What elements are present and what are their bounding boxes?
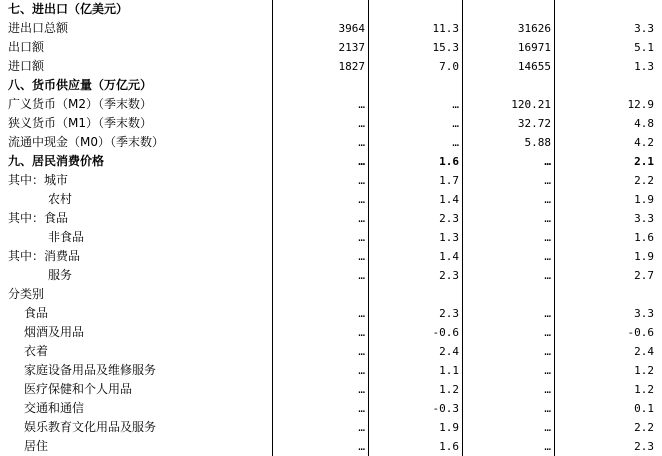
value-cell-col4: 2.2 xyxy=(634,421,654,434)
value-cell-col2: -0.3 xyxy=(432,402,459,415)
table-row xyxy=(0,247,662,266)
table-row xyxy=(0,38,662,57)
table-row xyxy=(0,361,662,380)
value-cell-col2: 1.2 xyxy=(439,383,459,396)
value-cell-col3: … xyxy=(544,231,551,244)
value-cell-col1: … xyxy=(358,174,365,187)
value-cell-col2: 1.1 xyxy=(439,364,459,377)
value-cell-col1: … xyxy=(358,402,365,415)
value-cell-col4: 12.9 xyxy=(627,98,654,111)
row-label: 其中：食品 xyxy=(8,211,69,225)
value-cell-col4: 5.1 xyxy=(634,41,654,54)
value-cell-col2: … xyxy=(452,136,459,149)
value-cell-col1: … xyxy=(358,326,365,339)
value-cell-col2: 1.7 xyxy=(439,174,459,187)
value-cell-col1: … xyxy=(358,212,365,225)
value-cell-col3: … xyxy=(544,364,551,377)
value-cell-col4 xyxy=(554,285,654,304)
row-label: 农村 xyxy=(48,192,73,206)
value-cell-col4: 1.6 xyxy=(634,231,654,244)
table-row xyxy=(0,266,662,285)
value-cell-col3: … xyxy=(544,193,551,206)
value-cell-col4: 2.4 xyxy=(634,345,654,358)
table-row xyxy=(0,418,662,437)
value-cell-col3: 120.21 xyxy=(511,98,551,111)
value-cell-col2 xyxy=(368,285,459,304)
row-label: 家庭设备用品及维修服务 xyxy=(24,363,157,377)
value-cell-col1: … xyxy=(358,307,365,320)
row-label: 出口额 xyxy=(8,40,45,54)
value-cell-col4: 0.1 xyxy=(634,402,654,415)
section-header-row xyxy=(0,152,662,171)
table-row xyxy=(0,380,662,399)
value-cell-col2: 1.6 xyxy=(439,440,459,453)
value-cell-col4: 2.2 xyxy=(634,174,654,187)
section-header-row xyxy=(0,76,662,95)
value-cell-col2: 11.3 xyxy=(432,22,459,35)
value-cell-col1: … xyxy=(358,155,365,168)
row-label: 居住 xyxy=(24,439,49,453)
section-header-row xyxy=(0,0,662,19)
value-cell-col3 xyxy=(462,0,551,19)
value-cell-col1: … xyxy=(358,364,365,377)
value-cell-col3: 31626 xyxy=(517,22,551,35)
value-cell-col3: … xyxy=(544,307,551,320)
row-label: 进口额 xyxy=(8,59,45,73)
value-cell-col4: 3.3 xyxy=(634,212,654,225)
value-cell-col2: 15.3 xyxy=(432,41,459,54)
value-cell-col1: … xyxy=(358,98,365,111)
table-row xyxy=(0,19,662,38)
value-cell-col3: … xyxy=(544,421,551,434)
value-cell-col4: 2.1 xyxy=(634,155,654,168)
value-cell-col1: … xyxy=(358,269,365,282)
value-cell-col3: … xyxy=(544,402,551,415)
value-cell-col4 xyxy=(554,76,654,95)
row-label: 非食品 xyxy=(48,230,85,244)
row-label: 烟酒及用品 xyxy=(24,325,85,339)
value-cell-col2: 1.4 xyxy=(439,193,459,206)
value-cell-col4: 4.8 xyxy=(634,117,654,130)
value-cell-col3: 16971 xyxy=(517,41,551,54)
value-cell-col2: 1.3 xyxy=(439,231,459,244)
value-cell-col2: 2.3 xyxy=(439,212,459,225)
value-cell-col1: … xyxy=(358,250,365,263)
section-title: 七、进出口（亿美元） xyxy=(8,2,129,16)
table-row xyxy=(0,285,662,304)
value-cell-col3: … xyxy=(544,155,551,168)
value-cell-col1: … xyxy=(358,345,365,358)
table-row xyxy=(0,228,662,247)
value-cell-col3: … xyxy=(544,174,551,187)
value-cell-col4: 2.7 xyxy=(634,269,654,282)
value-cell-col4: 1.9 xyxy=(634,250,654,263)
row-label: 食品 xyxy=(24,306,49,320)
row-label: 其中：城市 xyxy=(8,173,69,187)
value-cell-col1: … xyxy=(358,117,365,130)
value-cell-col1: 3964 xyxy=(338,22,365,35)
table-row xyxy=(0,57,662,76)
value-cell-col1: … xyxy=(358,383,365,396)
value-cell-col3: 32.72 xyxy=(517,117,551,130)
value-cell-col2: 2.3 xyxy=(439,269,459,282)
value-cell-col4: 1.3 xyxy=(634,60,654,73)
value-cell-col3: … xyxy=(544,250,551,263)
row-label: 广义货币（M2）（季末数） xyxy=(8,97,152,111)
value-cell-col3 xyxy=(462,285,551,304)
section-title: 八、货币供应量（万亿元） xyxy=(8,78,153,92)
value-cell-col1: … xyxy=(358,136,365,149)
value-cell-col1: 1827 xyxy=(338,60,365,73)
value-cell-col4: 3.3 xyxy=(634,22,654,35)
value-cell-col1: … xyxy=(358,440,365,453)
value-cell-col2 xyxy=(368,0,459,19)
table-row xyxy=(0,114,662,133)
table-row xyxy=(0,323,662,342)
value-cell-col3: … xyxy=(544,269,551,282)
table-row xyxy=(0,190,662,209)
value-cell-col4: 1.2 xyxy=(634,364,654,377)
section-title: 九、居民消费价格 xyxy=(8,154,105,168)
row-label: 其中：消费品 xyxy=(8,249,81,263)
table-row xyxy=(0,209,662,228)
value-cell-col3: … xyxy=(544,326,551,339)
value-cell-col2: -0.6 xyxy=(432,326,459,339)
value-cell-col3: 14655 xyxy=(517,60,551,73)
value-cell-col4: 1.9 xyxy=(634,193,654,206)
row-label: 衣着 xyxy=(24,344,49,358)
value-cell-col1: … xyxy=(358,231,365,244)
value-cell-col4: -0.6 xyxy=(627,326,654,339)
value-cell-col2: 7.0 xyxy=(439,60,459,73)
value-cell-col1 xyxy=(272,0,365,19)
row-label: 娱乐教育文化用品及服务 xyxy=(24,420,157,434)
value-cell-col2: … xyxy=(452,117,459,130)
value-cell-col2: 2.4 xyxy=(439,345,459,358)
value-cell-col1: … xyxy=(358,193,365,206)
row-label: 狭义货币（M1）（季末数） xyxy=(8,116,152,130)
table-row xyxy=(0,399,662,418)
value-cell-col4: 3.3 xyxy=(634,307,654,320)
value-cell-col4 xyxy=(554,0,654,19)
table-row xyxy=(0,171,662,190)
value-cell-col2: 1.9 xyxy=(439,421,459,434)
value-cell-col3: … xyxy=(544,440,551,453)
value-cell-col4: 2.3 xyxy=(634,440,654,453)
value-cell-col2: 2.3 xyxy=(439,307,459,320)
value-cell-col1: 2137 xyxy=(338,41,365,54)
value-cell-col2: … xyxy=(452,98,459,111)
value-cell-col1 xyxy=(272,285,365,304)
value-cell-col1 xyxy=(272,76,365,95)
value-cell-col2 xyxy=(368,76,459,95)
value-cell-col4: 4.2 xyxy=(634,136,654,149)
value-cell-col3: … xyxy=(544,345,551,358)
value-cell-col3: … xyxy=(544,212,551,225)
value-cell-col3 xyxy=(462,76,551,95)
table-row xyxy=(0,304,662,323)
value-cell-col3: … xyxy=(544,383,551,396)
row-label: 服务 xyxy=(48,268,73,282)
value-cell-col3: 5.88 xyxy=(524,136,551,149)
row-label: 交通和通信 xyxy=(24,401,85,415)
value-cell-col4: 1.2 xyxy=(634,383,654,396)
table-row xyxy=(0,342,662,361)
value-cell-col1: … xyxy=(358,421,365,434)
table-row xyxy=(0,437,662,456)
value-cell-col2: 1.6 xyxy=(439,155,459,168)
row-label: 分类别 xyxy=(8,287,45,301)
row-label: 流通中现金（M0）（季末数） xyxy=(8,135,164,149)
value-cell-col2: 1.4 xyxy=(439,250,459,263)
row-label: 进出口总额 xyxy=(8,21,69,35)
table-row xyxy=(0,95,662,114)
row-label: 医疗保健和个人用品 xyxy=(24,382,133,396)
table-row xyxy=(0,133,662,152)
